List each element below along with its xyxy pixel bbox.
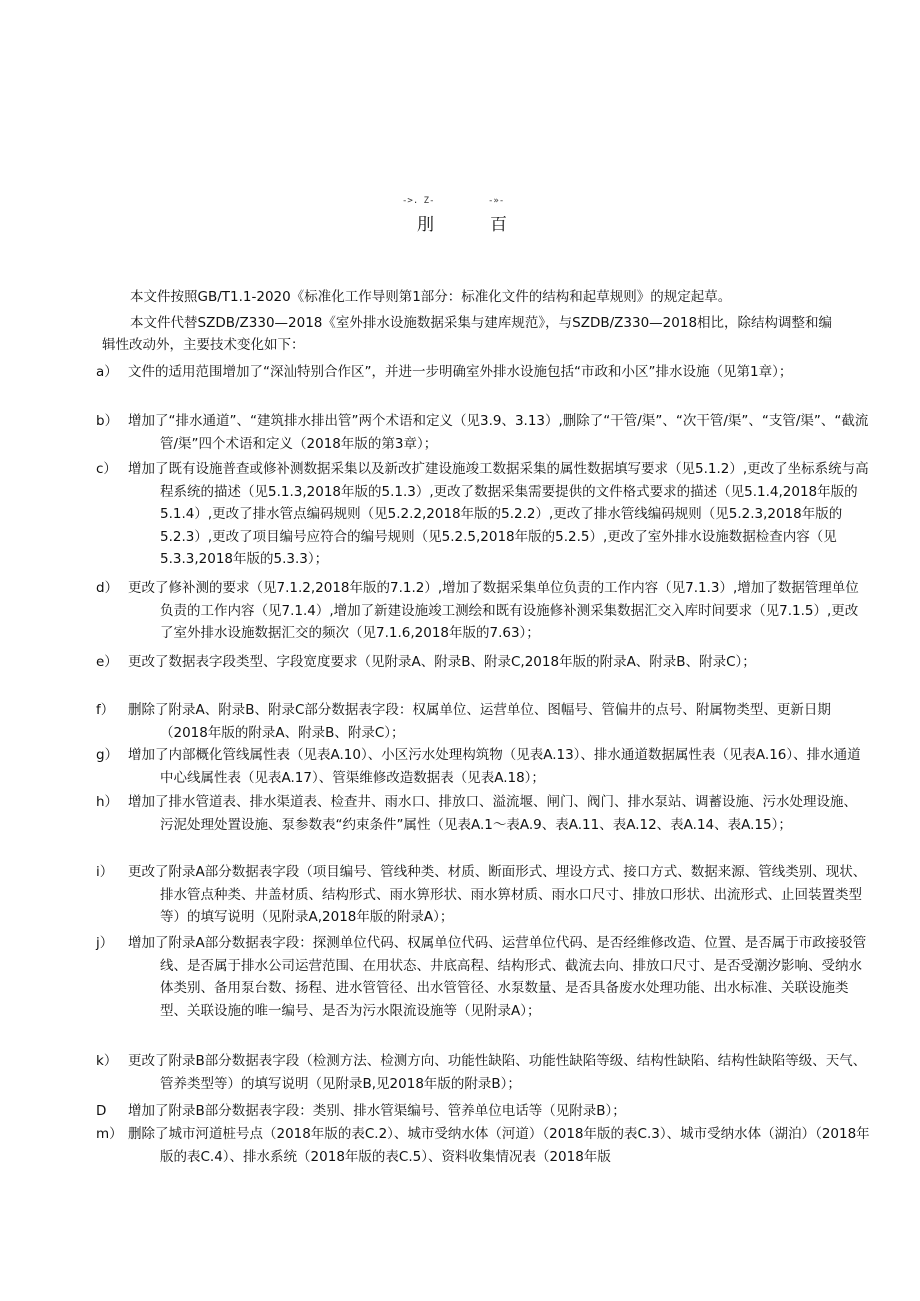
decoration-left: ->. Z-: [402, 196, 435, 206]
intro-paragraph-2: 本文件代替SZDB/Z330—2018《室外排水设施数据采集与建库规范》，与SZDB/Z330—2018相比，除结构调整和编辑性改动外，主要技术变化如下：: [102, 315, 833, 353]
change-item-d: d） 更改了修补测的要求（见7.1.2,2018年版的7.1.2）,增加了数据采集单位负责的工作内容（见7.1.3）,增加了数据管理单位负责的工作内容（见7.1.4）,增加了新建设施竣工测绘和既有设施修补测采集数据汇交入库时间要求（见7.1.5）,更改了室外排水设施数据汇交的频次（见7.1.6,2018年版的7.63）；: [96, 580, 859, 641]
item-text: 删除了附录A、附录B、附录C部分数据表字段：权属单位、运营单位、图幅号、管偏井的点号、附属物类型、更新日期（2018年版的附录A、附录B、附录C）；: [128, 702, 831, 741]
intro-paragraph-1: 本文件按照GB/T1.1-2020《标准化工作导则第1部分：标准化文件的结构和起草规则》的规定起草。: [130, 289, 732, 305]
item-text: 删除了城市河道桩号点（2018年版的表C.2）、城市受纳水体（河道）（2018年版的表C.3）、城市受纳水体（湖泊）（2018年版的表C.4）、排水系统（2018年版的表C.5）、资料收集情况表（2018年版: [128, 1126, 870, 1165]
change-item-c: c） 增加了既有设施普查或修补测数据采集以及新改扩建设施竣工数据采集的属性数据填写要求（见5.1.2）,更改了坐标系统与高程系统的描述（见5.1.3,2018年版的5.1.3）,更改了数据采集需要提供的文件格式要求的描述（见5.1.4,2018年版的5.1.4）,更改了排水管点编码规则（见5.2.2,2018年版的5.2.2）,更改了排水管线编码规则（见5.2.3,2018年版的5.2.3）,更改了项目编号应符合的编号规则（见5.2.5,2018年版的5.2.5）,更改了室外排水设施数据检查内容（见5.3.3,2018年版的5.3.3）；: [96, 461, 869, 567]
change-item-l: D 增加了附录B部分数据表字段：类别、排水管渠编号、管养单位电话等（见附录B）；: [96, 1103, 626, 1119]
change-item-b: b） 增加了“排水通道”、“建筑排水排出管”两个术语和定义（见3.9、3.13）,删除了“干管/渠”、“次干管/渠”、“支管/渠”、“截流管/渠”四个术语和定义（2018年版的第3章）；: [96, 413, 869, 452]
change-item-j: j） 增加了附录A部分数据表字段：探测单位代码、权属单位代码、运营单位代码、是否经维修改造、位置、是否属于市政接驳管线、是否属于排水公司运营范围、在用状态、井底高程、结构形式、截流去向、排放口尺寸、是否受潮汐影响、受纳水体类别、备用泵台数、扬程、进水管管径、出水管管径、水泵数量、是否具备废水处理功能、出水标准、关联设施类型、关联设施的唯一编号、是否为污水限流设施等（见附录A）；: [96, 935, 867, 1019]
item-text: 更改了数据表字段类型、字段宽度要求（见附录A、附录B、附录C,2018年版的附录A、附录B、附录C）；: [128, 654, 756, 670]
decoration-right: -»-: [488, 196, 505, 206]
item-text: 更改了附录B部分数据表字段（检测方法、检测方向、功能性缺陷、功能性缺陷等级、结构性缺陷、结构性缺陷等级、天气、管养类型等）的填写说明（见附录B,见2018年版的附录B）；: [128, 1053, 867, 1092]
change-item-a: a） 文件的适用范围增加了“深汕特别合作区”，并进一步明确室外排水设施包括“市政和小区”排水设施（见第1章）；: [96, 364, 793, 380]
title-left-char: 刖: [417, 215, 434, 235]
change-item-h: h） 增加了排水管道表、排水渠道表、检查井、雨水口、排放口、溢流堰、闸门、阀门、排水泵站、调蓄设施、污水处理设施、污泥处理处置设施、泵参数表“约束条件”属性（见表A.1〜表A.9、表A.11、表A.12、表A.14、表A.15）；: [96, 794, 857, 833]
item-text: 增加了附录B部分数据表字段：类别、排水管渠编号、管养单位电话等（见附录B）；: [128, 1103, 626, 1119]
change-item-f: f） 删除了附录A、附录B、附录C部分数据表字段：权属单位、运营单位、图幅号、管偏井的点号、附属物类型、更新日期（2018年版的附录A、附录B、附录C）；: [96, 702, 831, 741]
change-item-k: k） 更改了附录B部分数据表字段（检测方法、检测方向、功能性缺陷、功能性缺陷等级、结构性缺陷、结构性缺陷等级、天气、管养类型等）的填写说明（见附录B,见2018年版的附录B）；: [96, 1053, 867, 1092]
change-item-e: e） 更改了数据表字段类型、字段宽度要求（见附录A、附录B、附录C,2018年版的附录A、附录B、附录C）；: [96, 654, 756, 670]
title-right-char: 百: [490, 215, 507, 235]
item-text: 文件的适用范围增加了“深汕特别合作区”，并进一步明确室外排水设施包括“市政和小区”排水设施（见第1章）；: [128, 364, 793, 380]
change-item-g: g） 增加了内部概化管线属性表（见表A.10）、小区污水处理构筑物（见表A.13）、排水通道数据属性表（见表A.16）、排水通道中心线属性表（见表A.17）、管渠维修改造数据表（见表A.18）；: [96, 747, 861, 786]
item-text: 增加了内部概化管线属性表（见表A.10）、小区污水处理构筑物（见表A.13）、排水通道数据属性表（见表A.16）、排水通道中心线属性表（见表A.17）、管渠维修改造数据表（见表A.18）；: [128, 747, 861, 786]
item-text: 更改了修补测的要求（见7.1.2,2018年版的7.1.2）,增加了数据采集单位负责的工作内容（见7.1.3）,增加了数据管理单位负责的工作内容（见7.1.4）,增加了新建设施竣工测绘和既有设施修补测采集数据汇交入库时间要求（见7.1.5）,更改了室外排水设施数据汇交的频次（见7.1.6,2018年版的7.63）；: [128, 580, 859, 641]
item-text: 增加了排水管道表、排水渠道表、检查井、雨水口、排放口、溢流堰、闸门、阀门、排水泵站、调蓄设施、污水处理设施、污泥处理处置设施、泵参数表“约束条件”属性（见表A.1〜表A.9、表A.11、表A.12、表A.14、表A.15）；: [128, 794, 857, 833]
item-text: 增加了“排水通道”、“建筑排水排出管”两个术语和定义（见3.9、3.13）,删除了“干管/渠”、“次干管/渠”、“支管/渠”、“截流管/渠”四个术语和定义（2018年版的第3章）；: [128, 413, 869, 452]
change-item-m: m） 删除了城市河道桩号点（2018年版的表C.2）、城市受纳水体（河道）（2018年版的表C.3）、城市受纳水体（湖泊）（2018年版的表C.4）、排水系统（2018年版的表C.5）、资料收集情况表（2018年版: [96, 1126, 870, 1165]
item-text: 增加了既有设施普查或修补测数据采集以及新改扩建设施竣工数据采集的属性数据填写要求（见5.1.2）,更改了坐标系统与高程系统的描述（见5.1.3,2018年版的5.1.3）,更改了数据采集需要提供的文件格式要求的描述（见5.1.4,2018年版的5.1.4）,更改了排水管点编码规则（见5.2.2,2018年版的5.2.2）,更改了排水管线编码规则（见5.2.3,2018年版的5.2.3）,更改了项目编号应符合的编号规则（见5.2.5,2018年版的5.2.5）,更改了室外排水设施数据检查内容（见5.3.3,2018年版的5.3.3）；: [128, 461, 869, 567]
item-text: 增加了附录A部分数据表字段：探测单位代码、权属单位代码、运营单位代码、是否经维修改造、位置、是否属于市政接驳管线、是否属于排水公司运营范围、在用状态、井底高程、结构形式、截流去向、排放口尺寸、是否受潮汐影响、受纳水体类别、备用泵台数、扬程、进水管管径、出水管管径、水泵数量、是否具备废水处理功能、出水标准、关联设施类型、关联设施的唯一编号、是否为污水限流设施等（见附录A）；: [128, 935, 867, 1019]
item-text: 更改了附录A部分数据表字段（项目编号、管线种类、材质、断面形式、埋设方式、接口方式、数据来源、管线类别、现状、排水管点种类、井盖材质、结构形式、雨水箅形状、雨水箅材质、雨水口尺寸、排放口形状、出流形式、止回装置类型等）的填写说明（见附录A,2018年版的附录A）；: [128, 864, 867, 925]
change-item-i: i） 更改了附录A部分数据表字段（项目编号、管线种类、材质、断面形式、埋设方式、接口方式、数据来源、管线类别、现状、排水管点种类、井盖材质、结构形式、雨水箅形状、雨水箅材质、雨水口尺寸、排放口形状、出流形式、止回装置类型等）的填写说明（见附录A,2018年版的附录A）；: [96, 864, 867, 925]
